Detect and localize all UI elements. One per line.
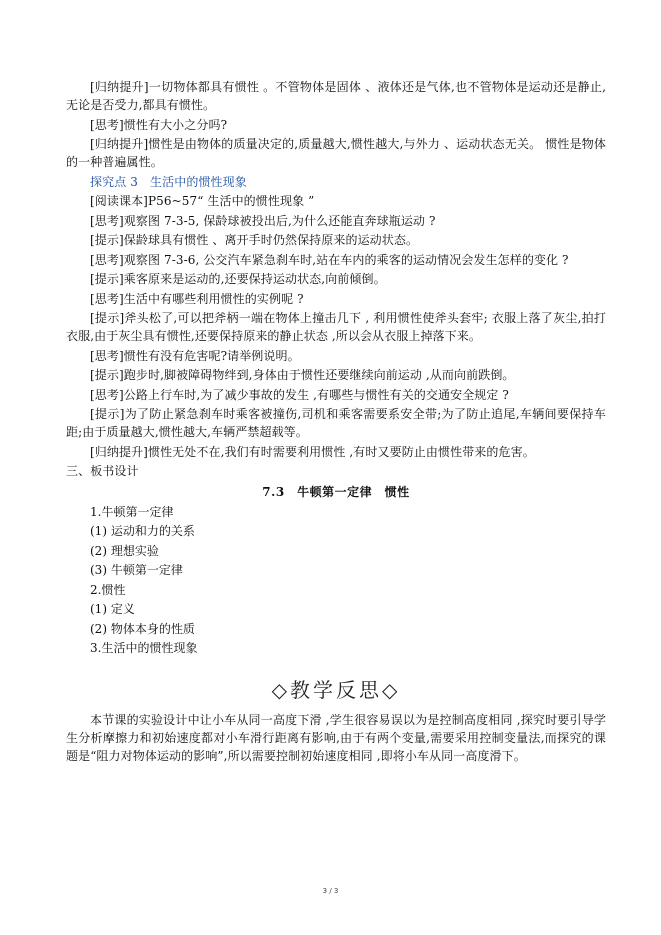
section-heading: 三、板书设计 [66,464,139,478]
board-item: (1) 运动和力的关系 [90,524,195,538]
reflection-title: ◇教学反思◇ [271,678,401,702]
paragraph: [提示]为了防止紧急刹车时乘客被撞伤,司机和乘客需要系安全带;为了防止追尾,车辆间要保持车距;由于质量越大,惯性越大,车辆严禁超载等。 [66,407,606,439]
paragraph: [思考]观察图 7-3-5, 保龄球被投出后,为什么还能直奔球瓶运动 ? [90,213,436,228]
paragraph: [思考]惯性有大小之分吗? [90,117,228,132]
board-item: 3.生活中的惯性现象 [90,641,198,655]
board-item: 2.惯性 [90,582,126,597]
board-title: 7.3 牛顿第一定律 惯性 [262,484,410,499]
paragraph: [思考]观察图 7-3-6, 公交汽车紧急刹车时,站在车内的乘客的运动情况会发生怎样的变化 ? [90,252,569,267]
board-item: (1) 定义 [90,602,135,616]
board-item: 1.牛顿第一定律 [90,504,174,519]
paragraph: [提示]保龄球具有惯性 、离开手时仍然保持原来的运动状态。 [90,233,419,247]
reflection-text: 本节课的实验设计中让小车从同一高度下滑 ,学生很容易误以为是控制高度相同 ,探究时要引导学生分析摩擦力和初始速度都对小车滑行距离有影响,由于有两个变量,需要采用控制变量法,而探究的课题是“阻力对物体运动的影响”,所以需要控制初始速度相同 ,即将小车从同一高度滑下。 [66,713,606,763]
paragraph: [提示]跑步时,脚被障碍物绊到,身体由于惯性还要继续向前运动 ,从而向前跌倒。 [90,368,515,382]
paragraph: [阅读课本]P56~57“ 生活中的惯性现象 ” [90,194,315,208]
paragraph: [思考]公路上行车时,为了减少事故的发生 ,有哪些与惯性有关的交通安全规定 ? [90,387,509,402]
paragraph: [提示]斧头松了,可以把斧柄一端在物体上撞击几下 , 利用惯性使斧头套牢; 衣服上落了灰尘,拍打衣服,由于灰尘具有惯性,还要保持原来的静止状态 ,所以会从衣服上掉落下来。 [66,311,606,343]
paragraph: [归纳提升]一切物体都具有惯性 。不管物体是固体 、液体还是气体,也不管物体是运动还是静止,无论是否受力,都具有惯性。 [66,80,606,112]
page-content [66,78,606,767]
paragraph: [思考]惯性有没有危害呢?请举例说明。 [90,348,300,363]
paragraph: [归纳提升]惯性无处不在,我们有时需要利用惯性 ,有时又要防止由惯性带来的危害。 [90,444,535,459]
paragraph: [提示]乘客原来是运动的,还要保持运动状态,向前倾倒。 [90,272,386,286]
board-item: (2) 理想实验 [90,543,159,558]
paragraph: [思考]生活中有哪些利用惯性的实例呢 ? [90,291,304,306]
page-number: 3 / 3 [322,887,339,895]
board-item: (2) 物体本身的性质 [90,621,195,636]
paragraph: [归纳提升]惯性是由物体的质量决定的,质量越大,惯性越大,与外力 、运动状态无关。 惯性是物体的一种普遍属性。 [66,137,606,169]
inquiry-heading: 探究点 3 生活中的惯性现象 [90,174,247,189]
board-item: (3) 牛顿第一定律 [90,563,183,577]
